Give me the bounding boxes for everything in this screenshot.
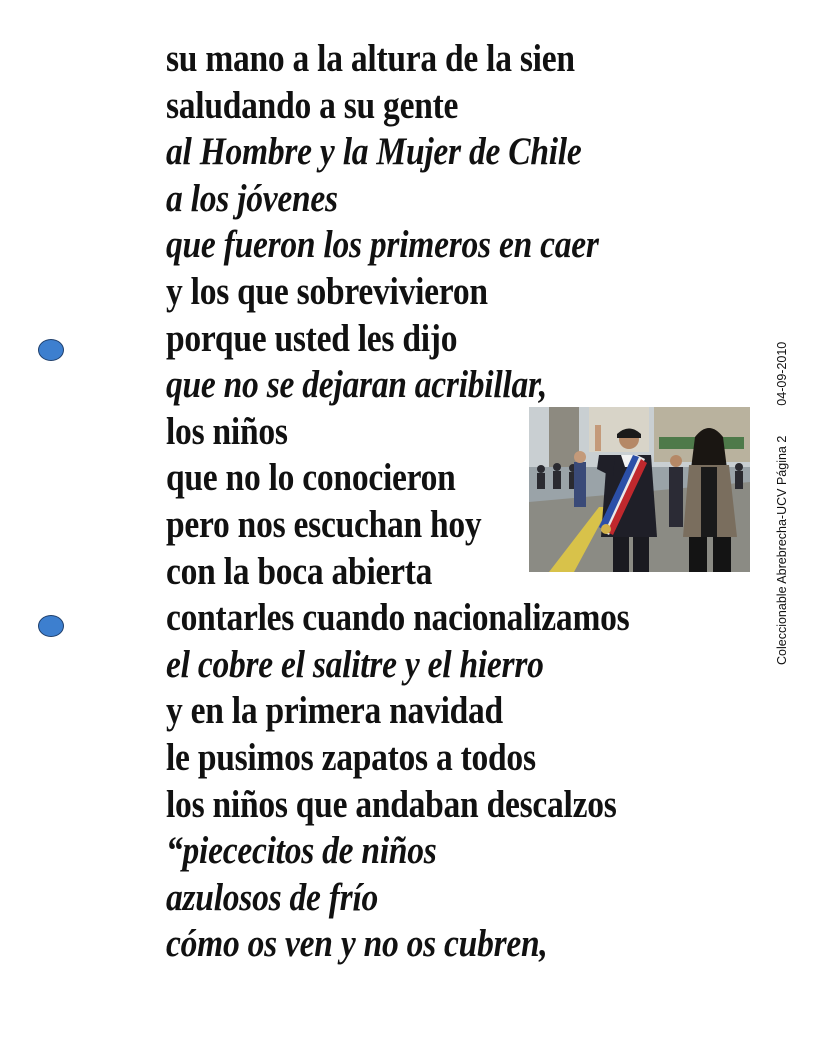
poem-line: a los jóvenes [166, 176, 338, 220]
binder-hole [38, 615, 64, 637]
poem-line: que fueron los primeros en caer [166, 223, 599, 267]
poem-line: su mano a la altura de la sien [166, 37, 575, 80]
poem-line: que no se dejaran acribillar, [166, 363, 548, 407]
poem-line: contarles cuando nacionalizamos [166, 596, 630, 640]
collection-footer [775, 342, 789, 665]
poem-line: que no lo conocieron [166, 456, 456, 500]
collection-label: Coleccionable Abrebrecha-UCV Página 2 [775, 435, 789, 665]
parade-photo-illustration [529, 407, 750, 572]
poem-line: cómo os ven y no os cubren, [166, 922, 548, 966]
poem-line: y los que sobrevivieron [166, 269, 488, 313]
poem-line: “piececitos de niños [166, 829, 437, 873]
poem-line: y en la primera navidad [166, 689, 503, 733]
poem-line: azulosos de frío [166, 875, 379, 919]
poem-line: el cobre el salitre y el hierro [166, 642, 544, 686]
poem-line: le pusimos zapatos a todos [166, 735, 536, 779]
poem-line: los niños [166, 409, 288, 453]
binder-hole [38, 339, 64, 361]
poem-line: al Hombre y la Mujer de Chile [166, 130, 582, 174]
issue-date: 04-09-2010 [775, 341, 789, 406]
poem-line: porque usted les dijo [166, 316, 458, 360]
poem-line: con la boca abierta [166, 549, 433, 593]
poem-line: los niños que andaban descalzos [166, 782, 617, 826]
poem-line: saludando a su gente [166, 83, 459, 127]
poem-line: pero nos escuchan hoy [166, 502, 482, 546]
parade-photo [529, 407, 750, 572]
